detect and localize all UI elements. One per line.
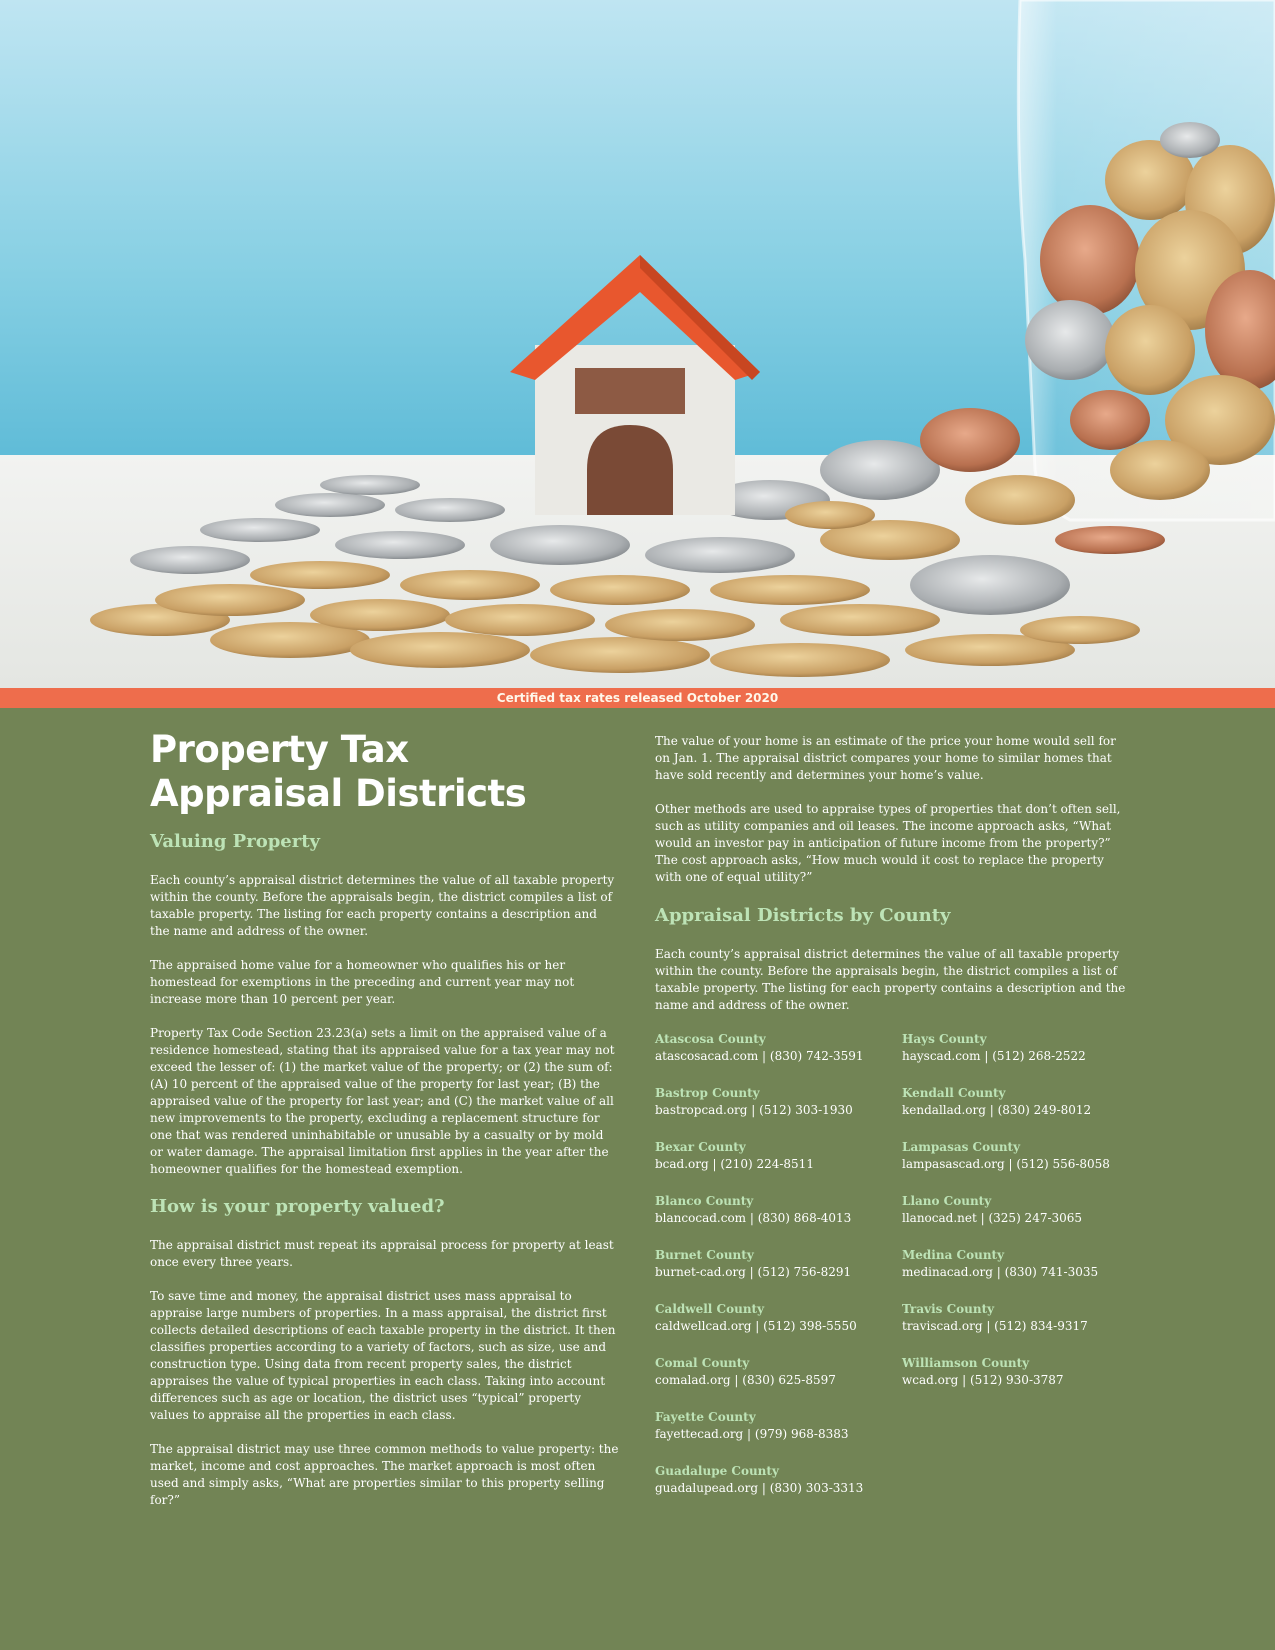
county-contact[interactable]: blancocad.com | (830) 868-4013 (655, 1211, 852, 1225)
county-name: Kendall County (902, 1086, 1006, 1100)
county-contact[interactable]: atascosacad.com | (830) 742-3591 (655, 1049, 864, 1063)
county-contact[interactable]: burnet-cad.org | (512) 756-8291 (655, 1265, 852, 1279)
county-contact[interactable]: guadalupead.org | (830) 303-3313 (655, 1481, 864, 1495)
county-name: Medina County (902, 1248, 1005, 1262)
county-name: Travis County (902, 1302, 995, 1316)
county-list-right (902, 1031, 1130, 1517)
districts-heading: Appraisal Districts by County (655, 905, 951, 926)
county-entry (655, 1409, 902, 1463)
districts-paragraph: Each county’s appraisal district determines the value of all taxable property within the county. Before the appraisals begin, the district compiles a list of taxable property. The listing for each property contains a description and the name and address of the owner. (655, 947, 1126, 1012)
county-name: Llano County (902, 1194, 992, 1208)
county-contact[interactable]: hayscad.com | (512) 268-2522 (902, 1049, 1086, 1063)
county-entry (655, 1301, 902, 1355)
county-directory (655, 1031, 1130, 1517)
county-entry (902, 1301, 1130, 1355)
county-entry (655, 1463, 902, 1517)
county-contact[interactable]: bastropcad.org | (512) 303-1930 (655, 1103, 853, 1117)
county-entry (655, 1139, 902, 1193)
county-contact[interactable]: llanocad.net | (325) 247-3065 (902, 1211, 1083, 1225)
county-contact[interactable]: wcad.org | (512) 930-3787 (902, 1373, 1064, 1387)
left-column (150, 728, 620, 1526)
county-name: Lampasas County (902, 1140, 1021, 1154)
county-entry (655, 1031, 902, 1085)
county-entry (902, 1085, 1130, 1139)
release-banner-text: Certified tax rates released October 2020 (496, 691, 779, 705)
county-name: Atascosa County (655, 1032, 766, 1046)
county-name: Burnet County (655, 1248, 754, 1262)
hero-photo (0, 0, 1275, 688)
county-contact[interactable]: comalad.org | (830) 625-8597 (655, 1373, 836, 1387)
county-name: Fayette County (655, 1410, 756, 1424)
county-contact[interactable]: lampasascad.org | (512) 556-8058 (902, 1157, 1110, 1171)
county-name: Williamson County (902, 1356, 1030, 1370)
release-banner (0, 688, 1275, 708)
county-name: Bexar County (655, 1140, 746, 1154)
county-entry (655, 1355, 902, 1409)
right-column (655, 733, 1130, 1517)
county-entry (902, 1031, 1130, 1085)
how-valued-heading: How is your property valued? (150, 1196, 445, 1217)
home-value-paragraph: The value of your home is an estimate of the price your home would sell for on Jan. 1. The appraisal district compares your home to similar homes that have sold recently and determines your home’s value. (655, 734, 1116, 782)
county-contact[interactable]: traviscad.org | (512) 834-9317 (902, 1319, 1088, 1333)
county-contact[interactable]: bcad.org | (210) 224-8511 (655, 1157, 814, 1171)
county-contact[interactable]: medinacad.org | (830) 741-3035 (902, 1265, 1099, 1279)
county-name: Bastrop County (655, 1086, 760, 1100)
how-paragraph-1: The appraisal district must repeat its appraisal process for property at least once every three years. (150, 1238, 614, 1269)
county-list-left (655, 1031, 902, 1517)
county-entry (655, 1085, 902, 1139)
valuing-paragraph-1: Each county’s appraisal district determines the value of all taxable property within the county. Before the appraisals begin, the district compiles a list of taxable property. The listing for each property contains a description and the name and address of the owner. (150, 873, 615, 938)
page-title-line-1: Property Tax (150, 728, 409, 771)
county-name: Comal County (655, 1356, 750, 1370)
page-title-line-2: Appraisal Districts (150, 772, 527, 815)
how-paragraph-2: To save time and money, the appraisal district uses mass appraisal to appraise large numbers of properties. In a mass appraisal, the district first collects detailed descriptions of each taxable property in the district. It then classifies properties according to a variety of factors, such as size, use and construction type. Using data from recent property sales, the district appraises the value of typical properties in each class. Taking into account differences such as age or location, the district uses “typical” property values to appraise all the properties in each class. (150, 1289, 616, 1422)
county-entry (655, 1247, 902, 1301)
county-name: Caldwell County (655, 1302, 765, 1316)
other-methods-paragraph: Other methods are used to appraise types of properties that don’t often sell, such as utility companies and oil leases. The income approach asks, “What would an investor pay in anticipation of future income from the property?” The cost approach asks, “How much would it cost to replace the property with one of equal utility?” (655, 802, 1121, 884)
county-name: Blanco County (655, 1194, 754, 1208)
county-entry (902, 1193, 1130, 1247)
county-entry (655, 1193, 902, 1247)
how-paragraph-3: The appraisal district may use three common methods to value property: the market, income and cost approaches. The market approach is most often used and simply asks, “What are properties similar to this property selling for?” (150, 1442, 619, 1507)
house-and-coins-illustration (0, 0, 1275, 688)
county-name: Guadalupe County (655, 1464, 779, 1478)
county-contact[interactable]: kendallad.org | (830) 249-8012 (902, 1103, 1092, 1117)
county-entry (902, 1247, 1130, 1301)
valuing-property-heading: Valuing Property (150, 831, 320, 852)
page-title (150, 728, 620, 816)
house-icon (510, 255, 760, 515)
county-contact[interactable]: fayettecad.org | (979) 968-8383 (655, 1427, 849, 1441)
county-contact[interactable]: caldwellcad.org | (512) 398-5550 (655, 1319, 857, 1333)
county-entry (902, 1139, 1130, 1193)
county-name: Hays County (902, 1032, 987, 1046)
valuing-paragraph-3: Property Tax Code Section 23.23(a) sets a limit on the appraised value of a residence homestead, stating that its appraised value for a tax year may not exceed the lesser of: (1) the market value of the property; or (2) the sum of: (A) 10 percent of the appraised value of the property for last year; (B) the appraised value of the property for last year; and (C) the market value of all new improvements to the property, excluding a replacement structure for one that was rendered uninhabitable or unusable by a casualty or by mold or water damage. The appraisal limitation first applies in the year after the homeowner qualifies for the homestead exemption. (150, 1026, 615, 1176)
valuing-paragraph-2: The appraised home value for a homeowner who qualifies his or her homestead for exemptions in the preceding and current year may not increase more than 10 percent per year. (150, 958, 575, 1006)
county-entry (902, 1355, 1130, 1409)
